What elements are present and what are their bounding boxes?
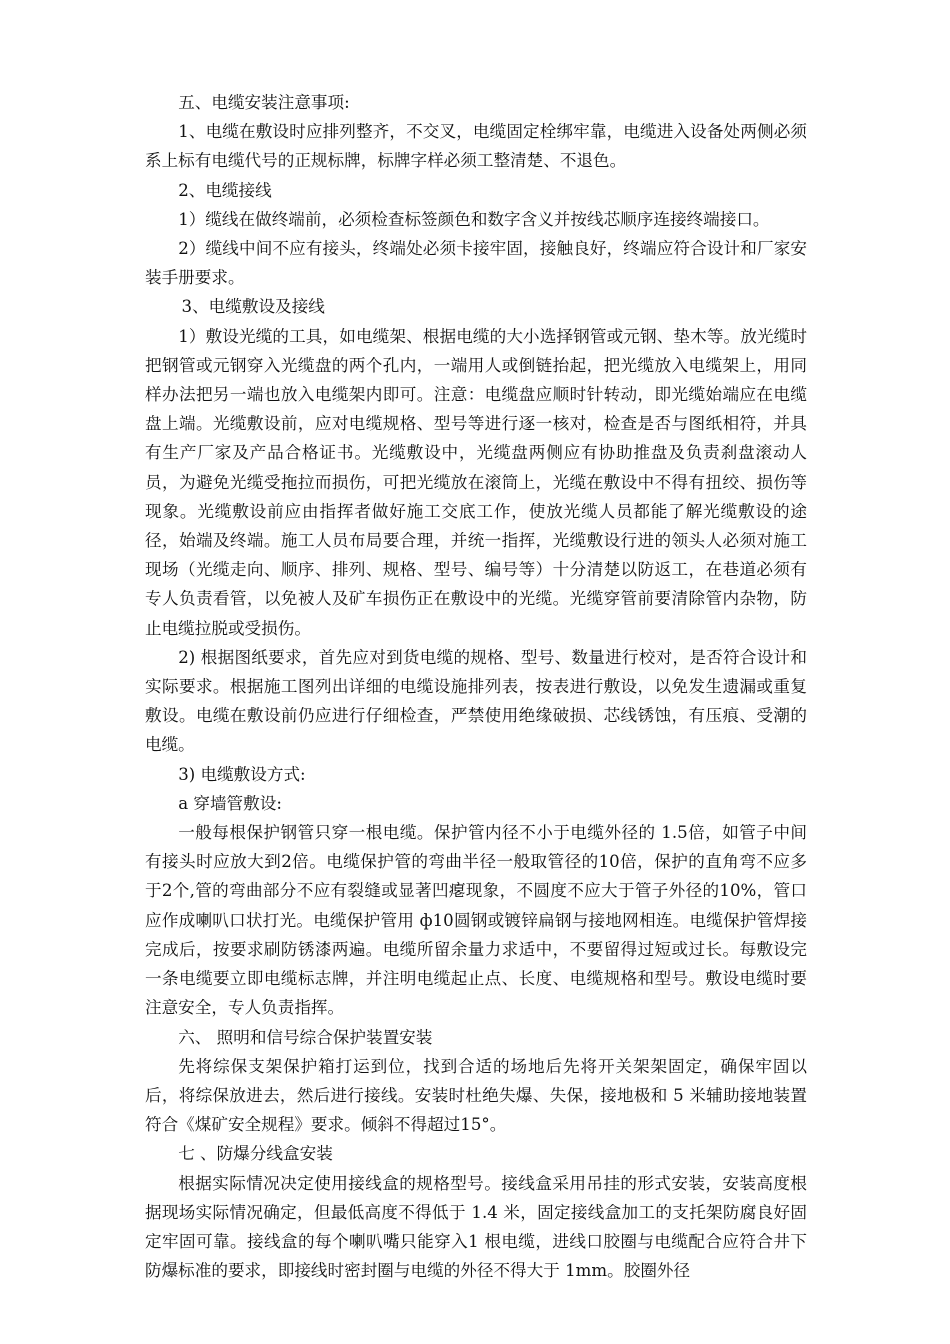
section-heading-6: 六、 照明和信号综合保护装置安装: [178, 1027, 433, 1047]
document-body: [145, 88, 807, 1285]
section-heading-5: 五、电缆安装注意事项:: [178, 93, 350, 112]
section-heading-7: 七 、防爆分线盒安装: [178, 1144, 333, 1164]
paragraph: 先将综保支架保护箱打运到位，找到合适的场地后先将开关架架固定，确保牢固以后，将综保放进去，然后进行接线。安装时杜绝失爆、失保，接地极和 5 米辅助接地装置符合《煤矿安全规程》要求。倾斜不得超过15°。: [145, 1056, 807, 1135]
subheading: a 穿墙管敷设:: [178, 793, 282, 813]
paragraph: 2）缆线中间不应有接头，终端处必须卡接牢固，接触良好，终端应符合设计和厂家安装手册要求。: [145, 239, 807, 288]
paragraph: 一般每根保护钢管只穿一根电缆。保护管内径不小于电缆外径的 1.5倍，如管子中间有接头时应放大到2倍。电缆保护管的弯曲半径一般取管径的10倍，保护的直角弯不应多于2个,管的弯曲部分不应有裂缝或显著凹瘪现象，不圆度不应大于管子外径的10%，管口应作成喇叭口状打光。电缆保护管用 ф10圆钢或镀锌扁钢与接地网相连。电缆保护管焊接完成后，按要求刷防锈漆两遍。电缆所留余量力求适中，不要留得过短或过长。每敷设完一条电缆要立即电缆标志牌，并注明电缆起止点、长度、电缆规格和型号。敷设电缆时要注意安全，专人负责指挥。: [145, 823, 807, 1018]
paragraph: 1、电缆在敷设时应排列整齐，不交叉，电缆固定栓绑牢靠，电缆进入设备处两侧必须系上标有电缆代号的正规标牌，标牌字样必须工整清楚、不退色。: [145, 122, 807, 171]
subheading: 3、电缆敷设及接线: [181, 297, 325, 317]
paragraph: 1）敷设光缆的工具，如电缆架、根据电缆的大小选择钢管或元钢、垫木等。放光缆时把钢管或元钢穿入光缆盘的两个孔内，一端用人或倒链抬起，把光缆放入电缆架上，用同样办法把另一端也放入电缆架内即可。注意：电缆盘应顺时针转动，即光缆始端应在电缆盘上端。光缆敷设前，应对电缆规格、型号等进行逐一核对，检查是否与图纸相符，并具有生产厂家及产品合格证书。光缆敷设中，光缆盘两侧应有协助推盘及负责刹盘滚动人员，为避免光缆受拖拉而损伤，可把光缆放在滚筒上，光缆在敷设中不得有扭绞、损伤等现象。光缆敷设前应由指挥者做好施工交底工作，使放光缆人员都能了解光缆敷设的途径，始端及终端。施工人员布局要合理，并统一指挥，光缆敷设行进的领头人必须对施工现场（光缆走向、顺序、排列、规格、型号、编号等）十分清楚以防返工，在巷道必须有专人负责看管，以免被人及矿车损伤正在敷设中的光缆。光缆穿管前要清除管内杂物，防止电缆拉脱或受损伤。: [145, 326, 807, 638]
paragraph: 根据实际情况决定使用接线盒的规格型号。接线盒采用吊挂的形式安装，安装高度根据现场实际情况确定，但最低高度不得低于 1.4 米，固定接线盒加工的支托架防腐良好固定牢固可靠。接线盒的每个喇叭嘴只能穿入1 根电缆，进线口胶圈与电缆配合应符合井下防爆标准的要求，即接线时密封圈与电缆的外径不得大于 1mm。胶圈外径: [145, 1173, 807, 1281]
paragraph: 2) 根据图纸要求，首先应对到货电缆的规格、型号、数量进行校对，是否符合设计和实际要求。根据施工图列出详细的电缆设施排列表，按表进行敷设，以免发生遗漏或重复敷设。电缆在敷设前仍应进行仔细检查，严禁使用绝缘破损、芯线锈蚀，有压痕、受潮的电缆。: [145, 647, 807, 755]
subheading: 3) 电缆敷设方式:: [178, 764, 306, 784]
subheading: 2、电缆接线: [178, 180, 272, 200]
paragraph: 1）缆线在做终端前，必须检查标签颜色和数字含义并按线芯顺序连接终端接口。: [178, 209, 770, 229]
